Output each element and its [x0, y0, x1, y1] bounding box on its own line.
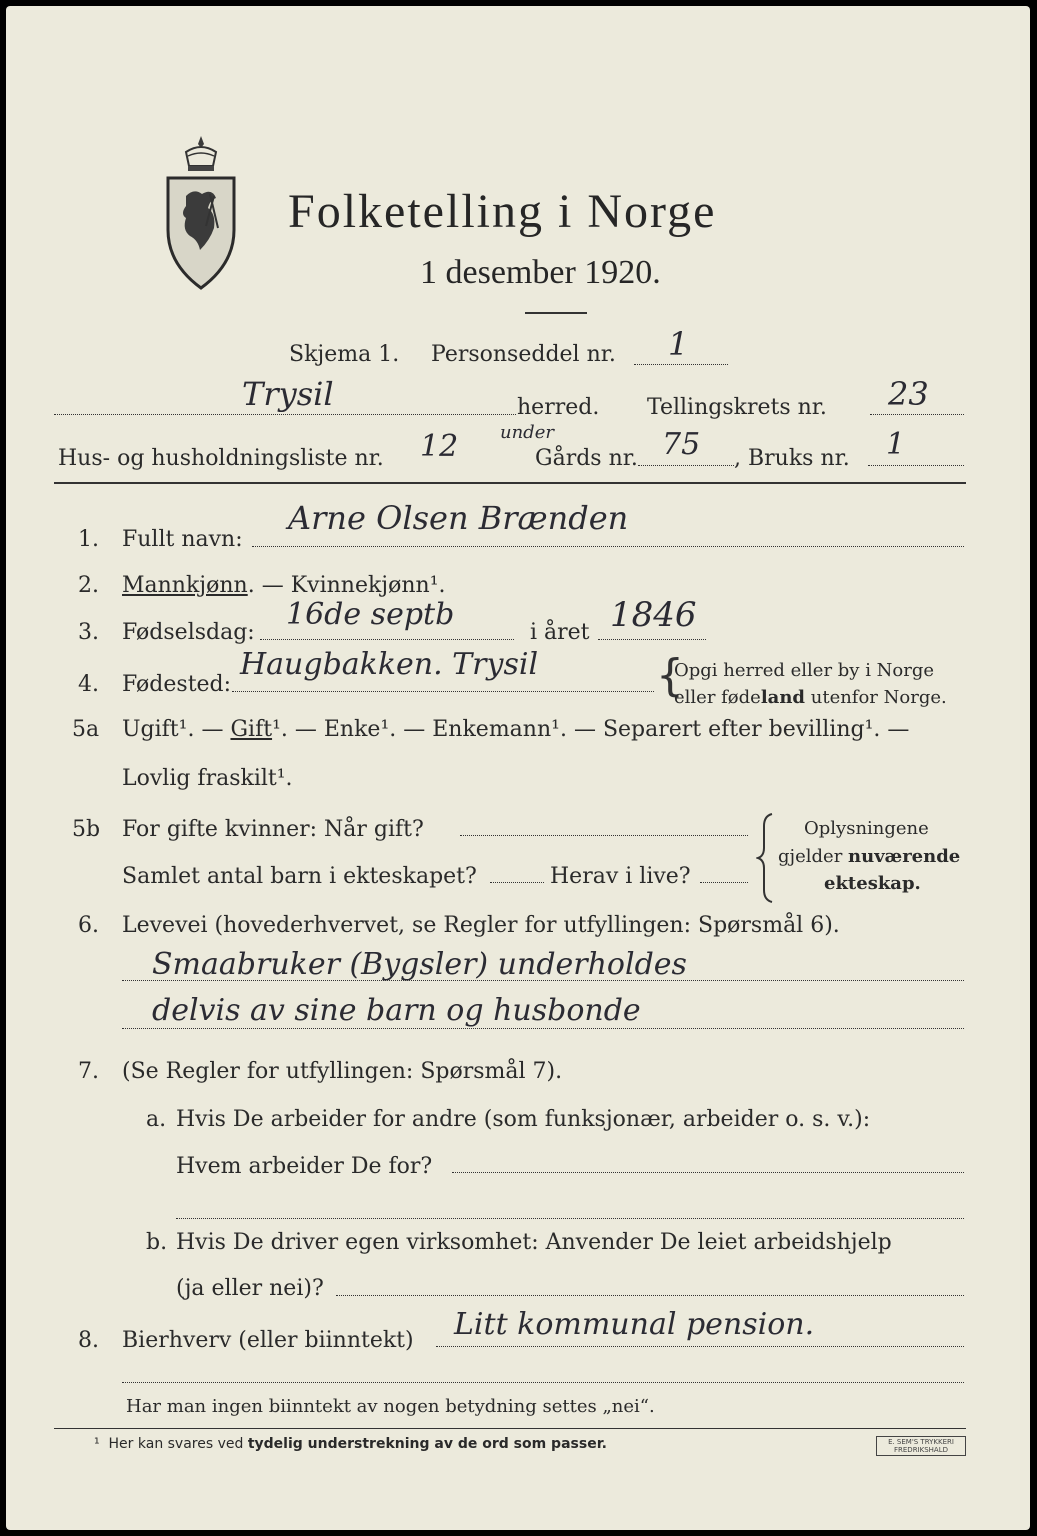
q7b-label: Hvis De driver egen virksomhet: Anvender De leiet arbeidshjelp: [176, 1230, 892, 1255]
q3-year-label: i året: [530, 620, 590, 645]
herred-value[interactable]: Trysil: [242, 375, 334, 413]
q8-label: Bierhverv (eller biinntekt): [122, 1328, 414, 1353]
gards-value[interactable]: 75: [662, 427, 701, 462]
bruks-label: , Bruks nr.: [734, 446, 850, 471]
title-divider: [525, 312, 587, 314]
q5b-label3: Herav i live?: [550, 864, 691, 889]
census-date: 1 desember 1920.: [420, 254, 661, 291]
tellingskrets-line: [870, 414, 964, 415]
q8-line: [436, 1346, 964, 1347]
q5b-label: For gifte kvinner: Når gift?: [122, 817, 424, 842]
q7a-line2: [176, 1218, 964, 1219]
q5b-brace: [756, 812, 776, 904]
tellingskrets-value[interactable]: 23: [888, 375, 929, 413]
tellingskrets-label: Tellingskrets nr.: [647, 395, 827, 420]
q5a-number: 5a: [72, 717, 100, 742]
q4-brace: {: [656, 650, 684, 701]
footnote: ¹ Her kan svares ved tydelig understrekning av de ord som passer.: [94, 1436, 607, 1452]
footnote-divider: [54, 1428, 966, 1429]
q5a-ugift-option[interactable]: Ugift: [122, 717, 179, 742]
q4-value[interactable]: Haugbakken. Trysil: [240, 647, 539, 682]
q7-number: 7.: [78, 1059, 99, 1084]
q4-line: [232, 691, 654, 692]
q1-label: Fullt navn:: [122, 527, 243, 552]
gards-label: Gårds nr.: [535, 446, 638, 471]
printer-stamp: E. SEM'S TRYKKERI FREDRIKSHALD: [876, 1436, 966, 1456]
q5b-note2: gjelder nuværende: [778, 846, 961, 867]
q7a-label2: Hvem arbeider De for?: [176, 1154, 433, 1179]
q7b-label2: (ja eller nei)?: [176, 1276, 324, 1301]
q6-number: 6.: [78, 913, 99, 938]
q5b-line2: [490, 882, 544, 883]
q2-sex: Mannkjønn. — Kvinnekjønn¹.: [122, 573, 446, 598]
q1-value[interactable]: Arne Olsen Brænden: [288, 499, 629, 537]
q2-female-option[interactable]: Kvinnekjønn: [290, 573, 430, 598]
q3-label: Fødselsdag:: [122, 620, 255, 645]
q8-value[interactable]: Litt kommunal pension.: [454, 1307, 815, 1342]
q7-label: (Se Regler for utfyllingen: Spørsmål 7).: [122, 1059, 563, 1084]
q2-number: 2.: [78, 573, 99, 598]
q7b-line: [336, 1295, 964, 1296]
q6-line1: [122, 980, 964, 981]
q6-value-line1[interactable]: Smaabruker (Bygsler) underholdes: [152, 947, 687, 982]
q3-number: 3.: [78, 620, 99, 645]
q5b-note3: ekteskap.: [824, 873, 921, 894]
q7b-letter: b.: [146, 1230, 168, 1255]
herred-line: [54, 414, 516, 415]
q5b-line3: [700, 882, 748, 883]
census-form: [6, 6, 1030, 1530]
q3-value[interactable]: 16de septb: [286, 597, 455, 632]
q6-value-line2[interactable]: delvis av sine barn og husbonde: [152, 993, 641, 1028]
q4-label: Fødested:: [122, 672, 232, 697]
bruks-line: [868, 465, 964, 466]
biinntekt-note: Har man ingen biinntekt av nogen betydning settes „nei“.: [126, 1396, 655, 1417]
q7a-letter: a.: [146, 1107, 167, 1132]
q3-line: [260, 639, 514, 640]
q5a-gift-option[interactable]: Gift: [230, 717, 273, 742]
q5a-options: Ugift¹. — Gift¹. — Enke¹. — Enkemann¹. — Separert efter bevilling¹. —: [122, 717, 910, 742]
personseddel-line: [634, 364, 728, 365]
q5b-label2: Samlet antal barn i ekteskapet?: [122, 864, 477, 889]
q3-year-value[interactable]: 1846: [610, 595, 697, 635]
q1-line: [252, 546, 964, 547]
header-divider: [54, 482, 966, 484]
q5b-line: [460, 835, 748, 836]
q4-note-line2: eller fødeland utenfor Norge.: [674, 687, 947, 708]
personseddel-value[interactable]: 1: [668, 325, 689, 363]
q4-note-line1: Opgi herred eller by i Norge: [674, 660, 935, 681]
q4-number: 4.: [78, 672, 99, 697]
q7a-label: Hvis De arbeider for andre (som funksjonær, arbeider o. s. v.):: [176, 1107, 871, 1132]
q2-male-option[interactable]: Mannkjønn: [122, 573, 248, 598]
q1-number: 1.: [78, 527, 99, 552]
herred-label: herred.: [517, 395, 600, 420]
q6-label: Levevei (hovederhvervet, se Regler for utfyllingen: Spørsmål 6).: [122, 913, 840, 938]
gards-line: [638, 465, 734, 466]
hus-extra: under: [500, 422, 554, 443]
skjema-label: Skjema 1.: [289, 342, 400, 367]
norwegian-coat-of-arms-icon: [164, 134, 238, 294]
q5b-note1: Oplysningene: [804, 818, 929, 839]
bruks-value[interactable]: 1: [886, 427, 906, 462]
q7a-line: [452, 1172, 964, 1173]
personseddel-label: Personseddel nr.: [431, 342, 616, 367]
q8-line2: [122, 1382, 964, 1383]
form-title: Folketelling i Norge: [288, 185, 717, 238]
q3-year-line: [598, 639, 706, 640]
q2-separator: . —: [247, 573, 291, 598]
q5a-line2[interactable]: Lovlig fraskilt¹.: [122, 766, 293, 791]
hus-label: Hus- og husholdningsliste nr.: [58, 446, 384, 471]
q5a-other-options[interactable]: — Enke¹. — Enkemann¹. — Separert efter bevilling¹. —: [294, 717, 910, 742]
q6-line2: [122, 1028, 964, 1029]
q8-number: 8.: [78, 1328, 99, 1353]
hus-value[interactable]: 12: [420, 429, 459, 464]
q5b-number: 5b: [72, 817, 101, 842]
